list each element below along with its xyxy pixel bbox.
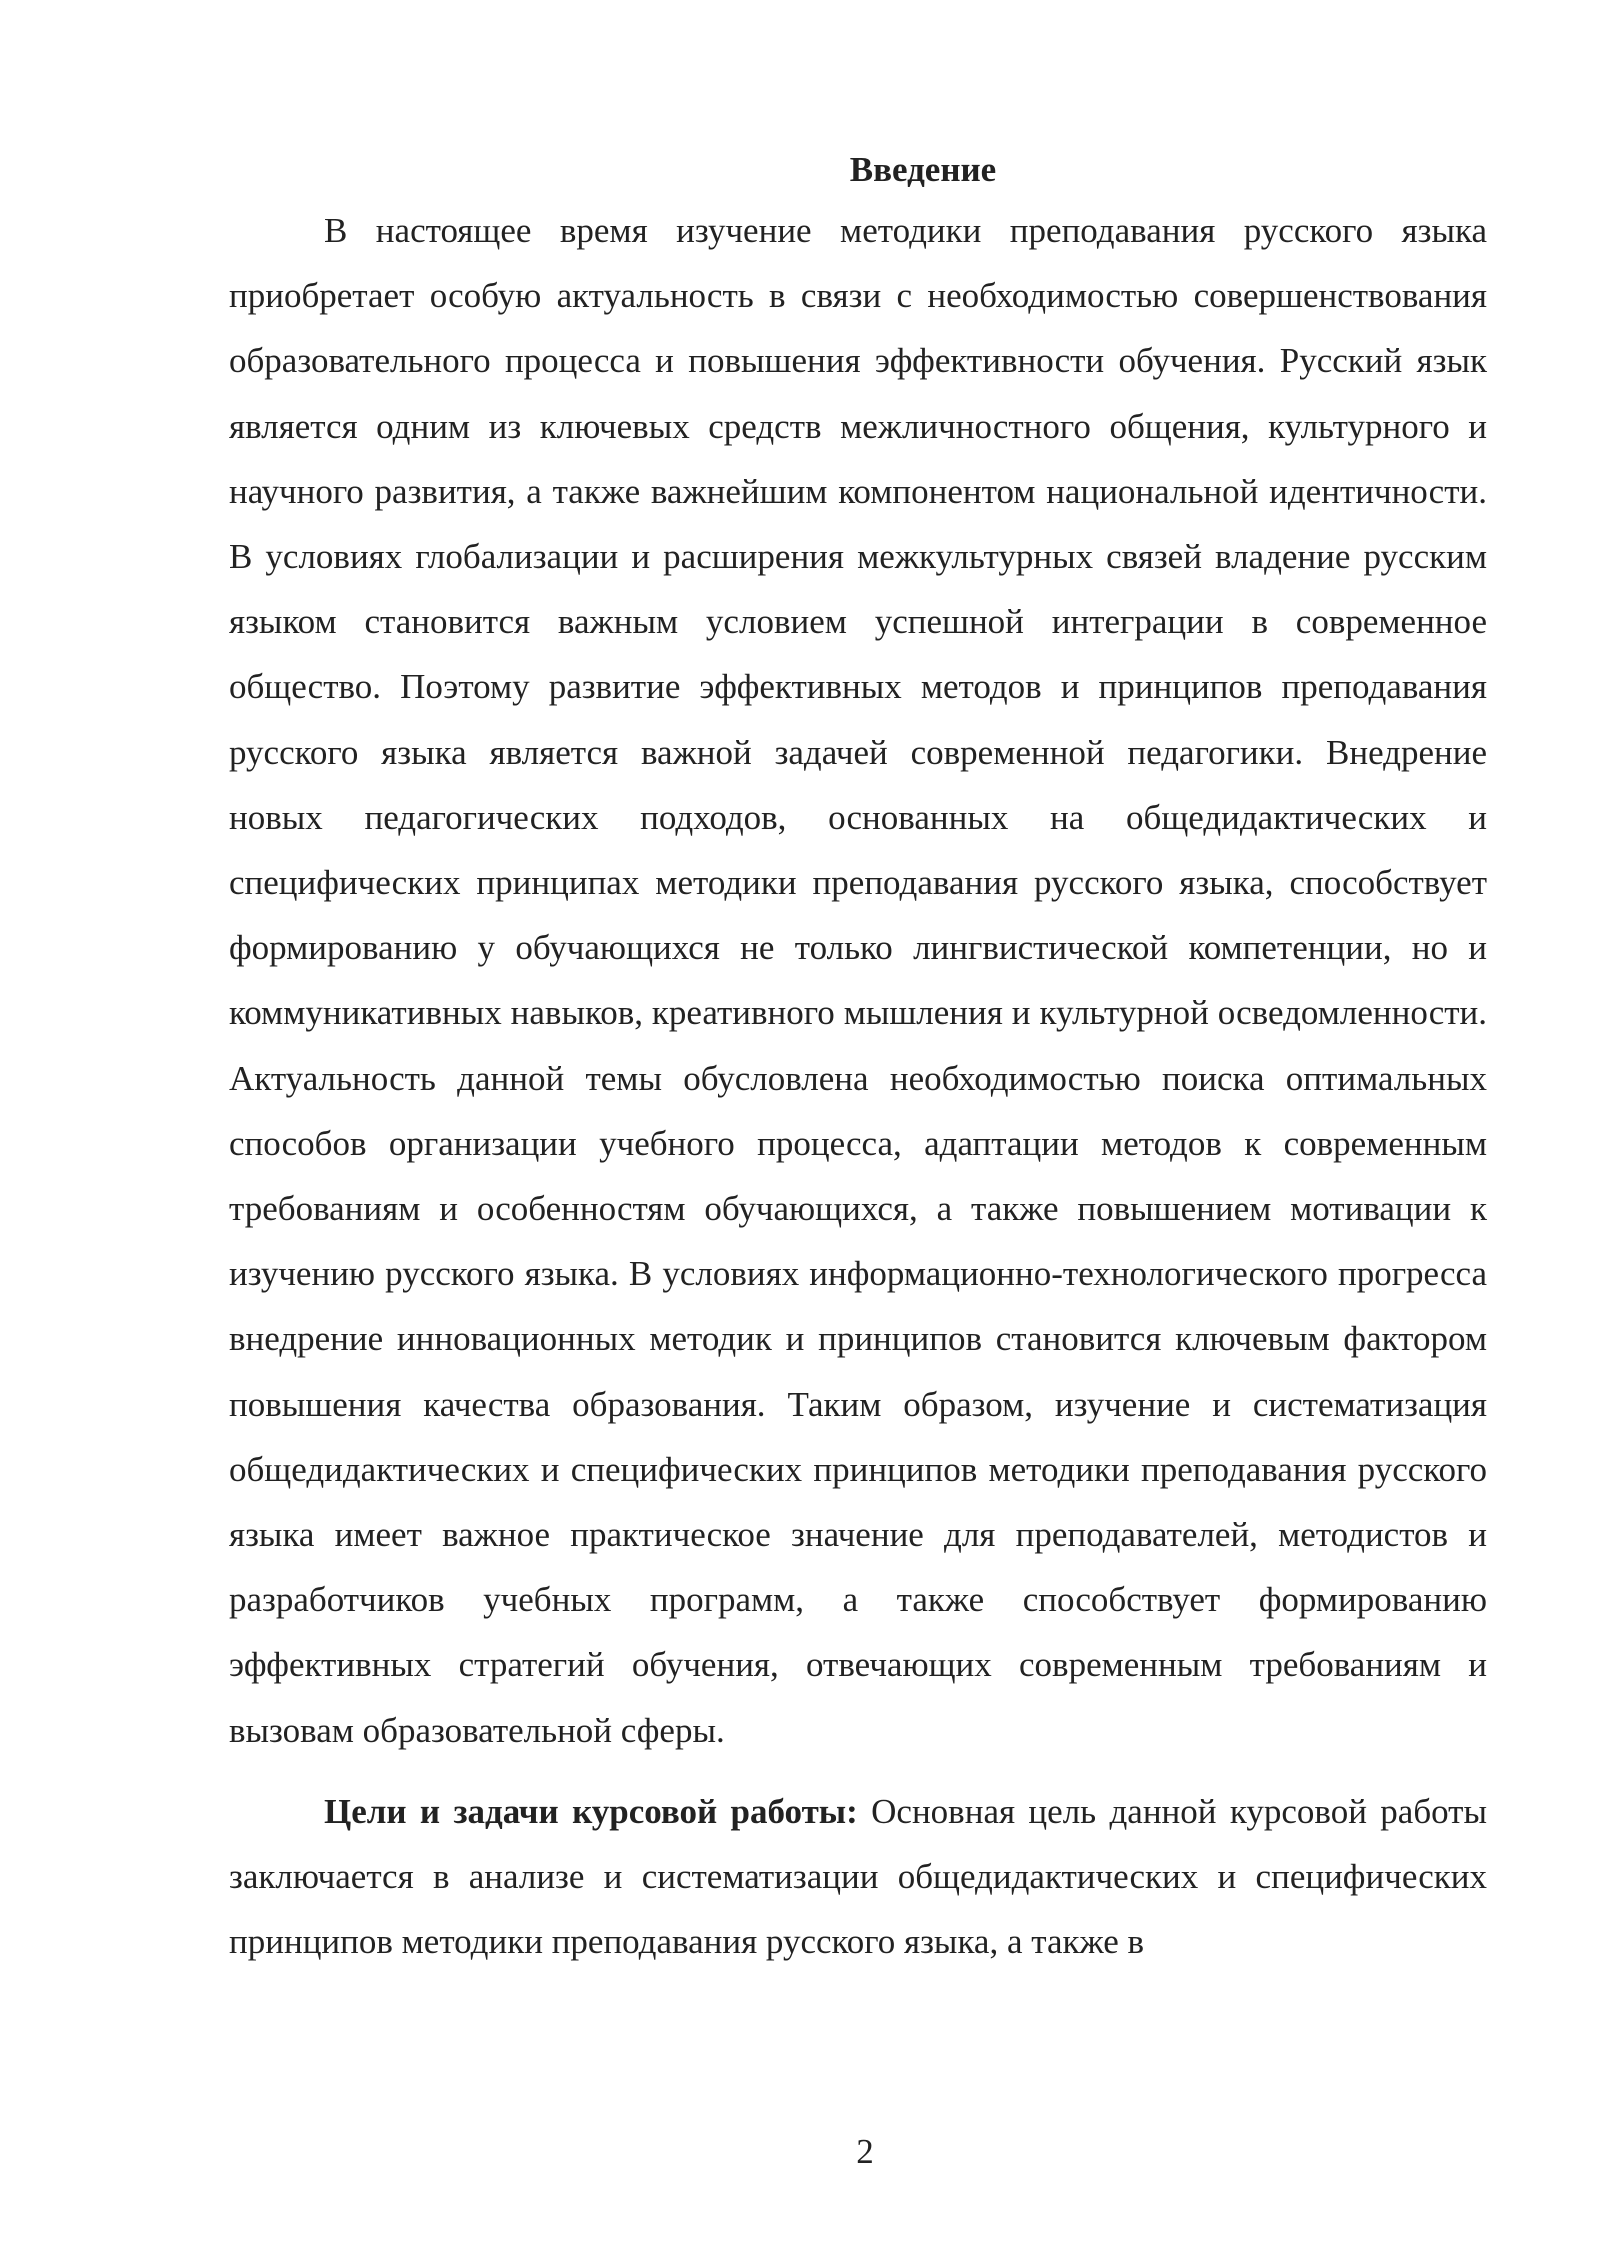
goals-paragraph [229,1779,1487,1975]
intro-paragraph: В настоящее время изучение методики преподавания русского языка приобретает особую актуальность в связи с необходимостью совершенствования образовательного процесса и повышения эффективности обучения. Русский язык является одним из ключевых средств межличностного общения, культурного и научного развития, а также важнейшим компонентом национальной идентичности. В условиях глобализации и расширения межкультурных связей владение русским языком становится важным условием успешной интеграции в современное общество. Поэтому развитие эффективных методов и принципов преподавания русского языка является важной задачей современной педагогики. Внедрение новых педагогических подходов, основанных на общедидактических и специфических принципах методики преподавания русского языка, способствует формированию у обучающихся не только лингвистической компетенции, но и коммуникативных навыков, креативного мышления и культурной осведомленности. Актуальность данной темы обусловлена необходимостью поиска оптимальных способов организации учебного процесса, адаптации методов к современным требованиям и особенностям обучающихся, а также повышением мотивации к изучению русского языка. В условиях информационно-технологического прогресса внедрение инновационных методик и принципов становится ключевым фактором повышения качества образования. Таким образом, изучение и систематизация общедидактических и специфических принципов методики преподавания русского языка имеет важное практическое значение для преподавателей, методистов и разработчиков учебных программ, а также способствует формированию эффективных стратегий обучения, отвечающих современным требованиям и вызовам образовательной сферы. [229,211,1487,1750]
goals-text: Основная цель данной курсовой работы заключается в анализе и систематизации общедидактических и специфических принципов методики преподавания русского языка, а также в [229,1791,1487,1962]
page-content [229,150,1487,1974]
goals-lead: Цели и задачи курсовой работы: [324,1791,858,1831]
page-number: 2 [856,2132,874,2171]
section-heading: Введение [849,150,997,189]
